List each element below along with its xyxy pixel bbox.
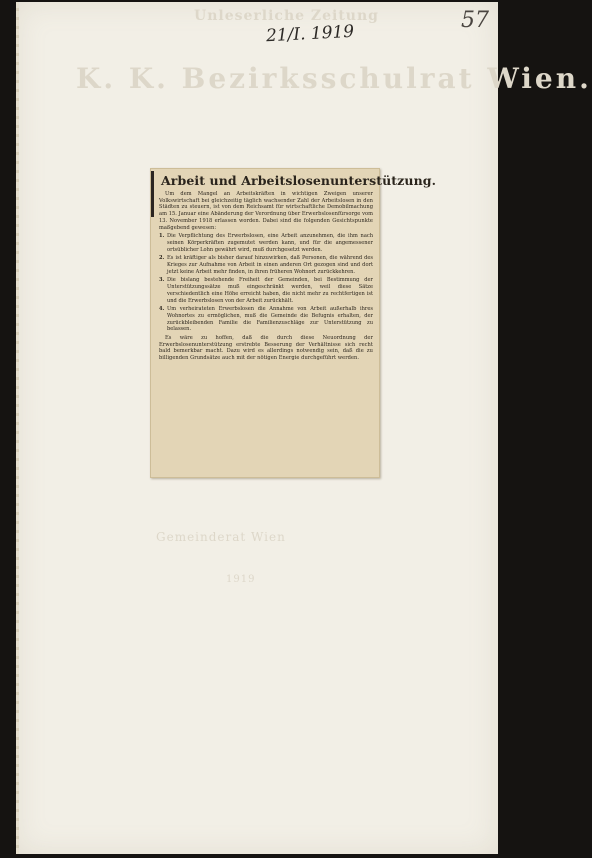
bleed-through-masthead: Unleserliche Zeitung <box>194 8 379 24</box>
clipping-intro: Um dem Mangel an Arbeitskräften in wichtigen Zweigen unserer Volkswirtschaft bei gleichzeitig täglich wachsender Zahl der Arbeitslosen in den Städten zu steuern, ist von dem Reichsamt für wirtschaftliche Demobilmachung am 15. Januar eine Abänderung der Verordnung über Erwerbslosenfürsorge vom 13. November 1918 erlassen worden. Dabei sind die folgenden Gesichtspunkte maßgebend gewesen: <box>159 191 373 231</box>
list-item <box>159 277 373 304</box>
bleed-through-footer-year: 1919 <box>226 574 256 585</box>
list-item-number: 4. <box>159 306 165 313</box>
list-item-text: Die Verpflichtung des Erwerbslosen, eine Arbeit anzunehmen, die ihm nach seinen Körperkräften zugemutet werden kann, und für die angemessener ortsüblicher Lohn gewährt wird, muß durchgesetzt werden. <box>167 233 373 253</box>
newspaper-clipping <box>150 168 437 478</box>
list-item <box>159 255 373 275</box>
list-item-text: Die bislang bestehende Freiheit der Gemeinden, bei Bestimmung der Unterstützungssätze muß eingeschränkt werden, weil diese Sätze verschiedentlich eine Höhe erreicht haben, die nicht mehr zu rechtfertigen ist und die Erwerbslosen von der Arbeit zurückhält. <box>167 277 373 304</box>
list-item-number: 1. <box>159 233 165 240</box>
handwritten-date: 21/I. 1919 <box>265 21 355 47</box>
bleed-through-letterhead: K. K. Bezirksschulrat Wien. <box>76 62 592 95</box>
clipping-headline: Arbeit und Arbeitslosenunterstützung. <box>161 173 437 188</box>
bleed-through-footer: Gemeinderat Wien <box>156 530 286 544</box>
list-item-number: 2. <box>159 255 165 262</box>
list-item-text: Es ist kräftiger als bisher darauf hinzuwirken, daß Personen, die während des Krieges zur Aufnahme von Arbeit in einen anderen Ort gezogen sind und dort jetzt keine Arbeit mehr finden, in ihren früheren Wohnort zurückkehren. <box>167 255 373 275</box>
list-item-number: 3. <box>159 277 165 284</box>
list-item <box>159 233 373 253</box>
clipping-points <box>159 233 373 333</box>
list-item-text: Um verheirateten Erwerbslosen die Annahme von Arbeit außerhalb ihres Wohnortes zu ermöglichen, muß die Gemeinde die Befugnis erhalten, der zurückbleibenden Familie die Familienzuschläge zur Unterstützung zu belassen. <box>167 306 373 333</box>
page-number: 57 <box>461 8 489 33</box>
list-item <box>159 306 373 333</box>
clipping-closing: Es wäre zu hoffen, daß die durch diese Neuordnung der Erwerbslosenunterstützung erstrebte Besserung der Verhältnisse sich recht bald bemerkbar macht. Dazu wird es allerdings notwendig sein, daß die zu billigenden Grundsätze auch mit der nötigen Energie durchgeführt werden. <box>159 335 373 362</box>
